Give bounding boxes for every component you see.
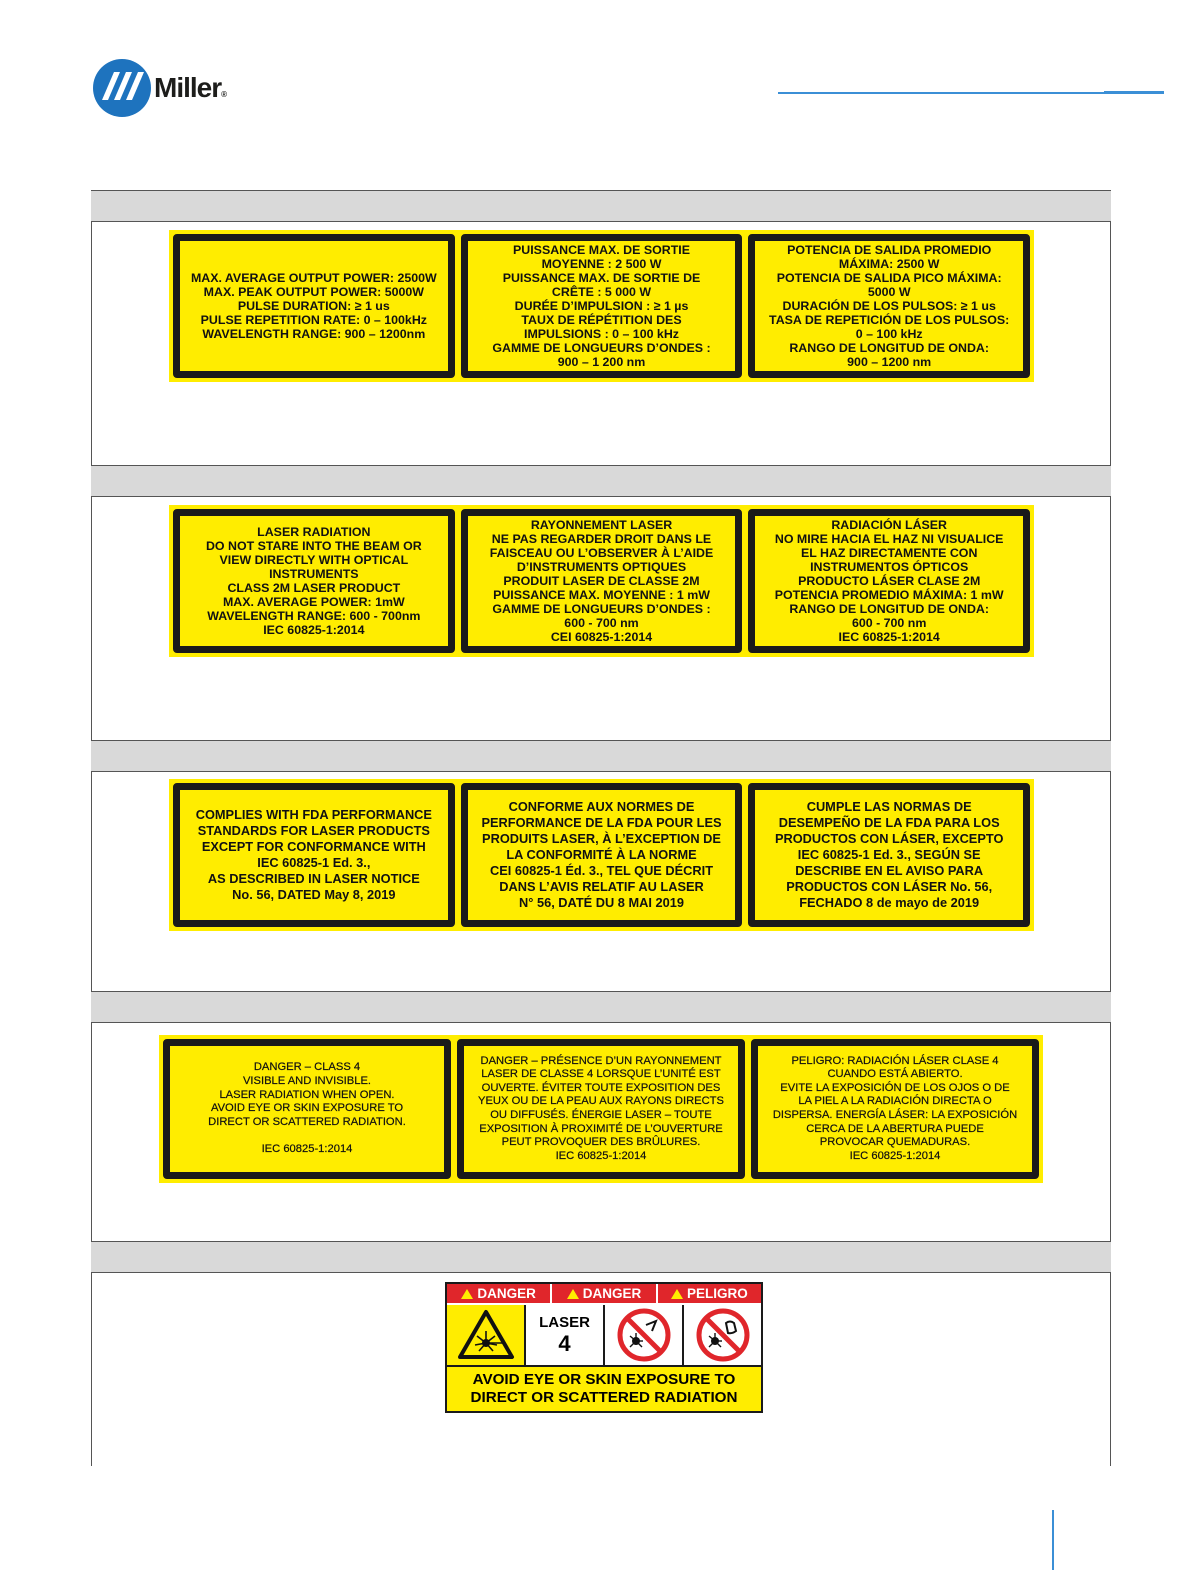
section-band-2 [91, 465, 1111, 497]
label-text: MAX. AVERAGE OUTPUT POWER: 2500W MAX. PEAK OUTPUT POWER: 5000W PULSE DURATION: ≥ 1 us PULSE REPETITION RATE: 0 – 100kHz WAVELENGTH RANGE: 900 – 1200nm [190, 271, 437, 341]
label-text: PUISSANCE MAX. DE SORTIE MOYENNE : 2 500 W PUISSANCE MAX. DE SORTIE DE CRÊTE : 5 000 W DURÉE D’IMPULSION : ≥ 1 µs TAUX DE RÉPÉTITION DES IMPULSIONS : 0 – 100 kHz GAMME DE LONGUEURS D’ONDES : 900 – 1 200 nm [492, 243, 711, 369]
label-text: CUMPLE LAS NORMAS DE DESEMPEÑO DE LA FDA PARA LOS PRODUCTOS CON LÁSER, EXCEPTO IEC 60825-1 Ed. 3., SEGÚN SE DESCRIBE EN EL AVISO PARA PRODUCTOS CON LÁSER No. 56, FECHADO 8 de mayo de 2019 [774, 799, 1004, 910]
label-panel-english [163, 1039, 451, 1179]
no-skin-exposure-icon [684, 1305, 761, 1367]
warning-triangle-icon [567, 1289, 579, 1299]
miller-logo-mark-icon [92, 58, 152, 118]
no-eye-exposure-icon [605, 1305, 684, 1367]
label-panel-french [461, 234, 743, 378]
section-band-3 [91, 740, 1111, 772]
label-text: POTENCIA DE SALIDA PROMEDIO MÁXIMA: 2500 W POTENCIA DE SALIDA PICO MÁXIMA: 5000 W DURACIÓN DE LOS PULSOS: ≥ 1 us TASA DE REPETICIÓN DE LOS PULSOS: 0 – 100 kHz RANGO DE LONGITUD DE ONDA: 900 – 1200 nm [769, 243, 1010, 369]
footer-rule [1052, 1510, 1054, 1570]
label-panel-french [461, 509, 743, 653]
laser-class-number: 4 [558, 1330, 571, 1356]
label-text: COMPLIES WITH FDA PERFORMANCE STANDARDS FOR LASER PRODUCTS EXCEPT FOR CONFORMANCE WITH IEC 60825-1 Ed. 3., AS DESCRIBED IN LASER NOTICE No. 56, DATED May 8, 2019 [195, 807, 432, 902]
header-rule [778, 92, 1164, 94]
label-panel-english [173, 783, 455, 927]
label-text: RADIACIÓN LÁSER NO MIRE HACIA EL HAZ NI VISUALICE EL HAZ DIRECTAMENTE CON INSTRUMENTOS ÓPTICOS PRODUCTO LÁSER CLASE 2M POTENCIA PROMEDIO MÁXIMA: 1 mW RANGO DE LONGITUD DE ONDA: 600 - 700 nm IEC 60825-1:2014 [774, 518, 1004, 644]
label-text: DANGER – CLASS 4 VISIBLE AND INVISIBLE. LASER RADIATION WHEN OPEN. AVOID EYE OR SKIN EXPOSURE TO DIRECT OR SCATTERED RADIATION. IEC 60825-1:2014 [208, 1061, 406, 1155]
class-4-laser-sign [445, 1282, 763, 1413]
laser-warning-triangle-icon [447, 1305, 526, 1367]
laser-word: LASER [539, 1313, 590, 1331]
label-text: CONFORME AUX NORMES DE PERFORMANCE DE LA FDA POUR LES PRODUITS LASER, À L’EXCEPTION DE LA CONFORMITÉ À LA NORME CEI 60825-1 Éd. 3., TEL QUE DÉCRIT DANS L’AVIS RELATIF AU LASER N° 56, DATÉ DU 8 MAI 2019 [481, 799, 722, 910]
section-band-5 [91, 1241, 1111, 1273]
sign-header [447, 1284, 761, 1303]
class-4-danger-open-label [159, 1035, 1043, 1183]
miller-logo [92, 58, 242, 120]
label-panel-spanish [751, 1039, 1039, 1179]
label-panel-french [457, 1039, 745, 1179]
sign-icons [447, 1305, 761, 1367]
section-band-1 [91, 190, 1111, 222]
label-text: RAYONNEMENT LASER NE PAS REGARDER DROIT DANS LE FAISCEAU OU L’OBSERVER À L’AIDE D’INSTRUMENTS OPTIQUES PRODUIT LASER DE CLASSE 2M PUISSANCE MAX. MOYENNE : 1 mW GAMME DE LONGUEURS D’ONDES : 600 - 700 nm CEI 60825-1:2014 [489, 518, 714, 644]
label-panel-spanish [748, 234, 1030, 378]
label-text: LASER RADIATION DO NOT STARE INTO THE BEAM OR VIEW DIRECTLY WITH OPTICAL INSTRUMENTS CLASS 2M LASER PRODUCT MAX. AVERAGE POWER: 1mW WAVELENGTH RANGE: 600 - 700nm IEC 60825-1:2014 [205, 525, 422, 637]
label-panel-french [461, 783, 743, 927]
label-text: PELIGRO: RADIACIÓN LÁSER CLASE 4 CUANDO ESTÁ ABIERTO. EVITE LA EXPOSICIÓN DE LOS OJOS O DE LA PIEL A LA RADIACIÓN DIRECTA O DISPERSA. ENERGÍA LÁSER: LA EXPOSICIÓN CERCA DE LA ABERTURA PUEDE PROVOCAR QUEMADURAS. IEC 60825-1:2014 [772, 1054, 1018, 1162]
section-band-4 [91, 991, 1111, 1023]
danger-header-2: DANGER [552, 1284, 655, 1303]
laser-specs-label [169, 230, 1034, 382]
brand-name: Miller® [154, 72, 227, 103]
laser-class-box [526, 1305, 605, 1367]
sign-footer-text: AVOID EYE OR SKIN EXPOSURE TO DIRECT OR SCATTERED RADIATION [447, 1367, 761, 1411]
label-panel-english [173, 234, 455, 378]
label-panel-spanish [748, 783, 1030, 927]
label-text: DANGER – PRÉSENCE D’UN RAYONNEMENT LASER DE CLASSE 4 LORSQUE L’UNITÉ EST OUVERTE. ÉVITER TOUTE EXPOSITION DES YEUX OU DE LA PEAU AUX RAYONS DIRECTS OU DIFFUSÉS. ÉNERGIE LASER – TOUTE EXPOSITION À PROXIMITÉ DE L’OUVERTURE PEUT PROVOQUER DES BRÛLURES. IEC 60825-1:2014 [478, 1054, 724, 1162]
label-panel-spanish [748, 509, 1030, 653]
warning-triangle-icon [461, 1289, 473, 1299]
warning-triangle-icon [671, 1289, 683, 1299]
fda-compliance-label [169, 779, 1034, 931]
peligro-header: PELIGRO [658, 1284, 761, 1303]
label-panel-english [173, 509, 455, 653]
class-2m-radiation-label [169, 505, 1034, 657]
danger-header-1: DANGER [447, 1284, 550, 1303]
